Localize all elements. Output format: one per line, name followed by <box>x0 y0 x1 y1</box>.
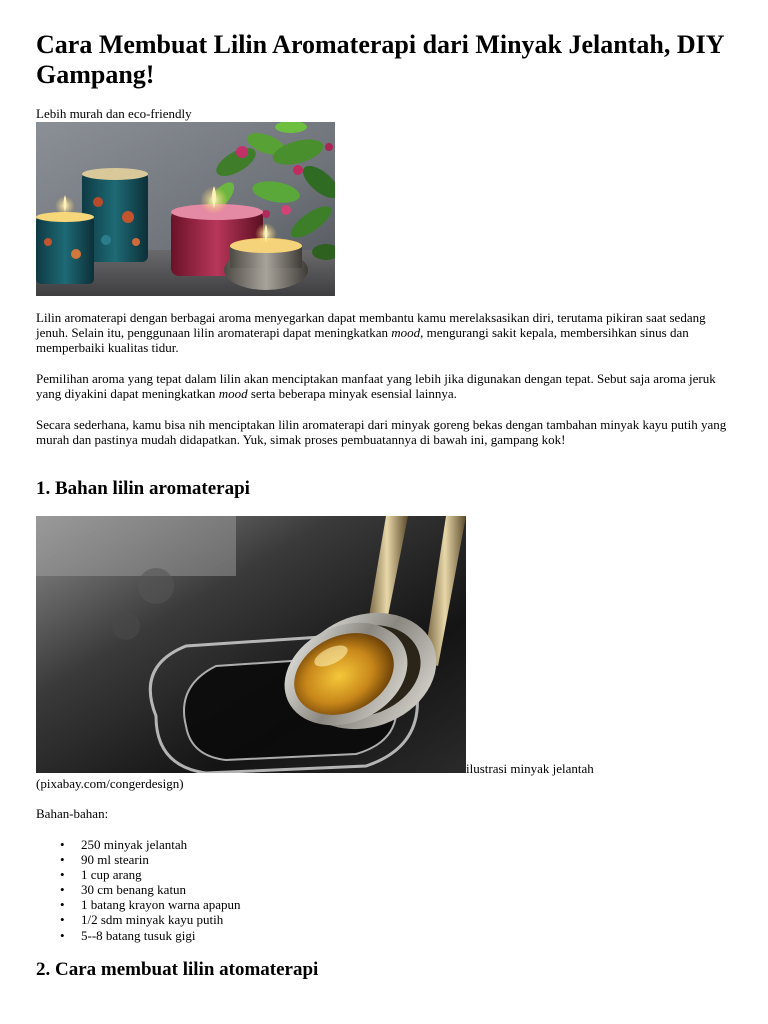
section-heading-bahan: 1. Bahan lilin aromaterapi <box>36 478 250 499</box>
ingredient-text: 5--8 batang tusuk gigi <box>81 927 196 943</box>
image-caption: ilustrasi minyak jelantah <box>466 761 594 776</box>
mood-emphasis: mood <box>391 325 421 341</box>
article-subtitle: Lebih murah dan eco-friendly <box>36 106 192 121</box>
bullet-icon: • <box>60 927 65 943</box>
mood-emphasis: mood <box>218 386 248 402</box>
summary-paragraph: Secara sederhana, kamu bisa nih menciptakan lilin aromaterapi dari minyak goreng bekas dengan tambahan minyak kayu putih yang murah dan pastinya mudah didapatkan. Yuk, simak proses pembuatannya di bawah ini, gampang kok! <box>36 417 727 448</box>
bullet-icon: • <box>60 882 65 898</box>
aroma-paragraph <box>36 371 736 401</box>
ingredient-text: 1 batang krayon warna apapun <box>81 897 241 913</box>
ingredient-text: 1 cup arang <box>81 867 142 883</box>
ingredient-text: 1/2 sdm minyak kayu putih <box>81 912 224 928</box>
list-item <box>60 837 241 852</box>
oil-ladle-image <box>36 516 466 773</box>
list-item <box>60 867 241 883</box>
aroma-text-end: serta beberapa minyak esensial lainnya. <box>247 386 457 402</box>
list-item <box>60 852 241 868</box>
ingredient-text: 250 minyak jelantah <box>81 837 188 852</box>
bullet-icon: • <box>60 912 65 928</box>
image-credit: (pixabay.com/congerdesign) <box>36 776 184 791</box>
ingredients-list <box>36 837 241 943</box>
intro-paragraph <box>36 310 736 356</box>
article-title: Cara Membuat Lilin Aromaterapi dari Minyak Jelantah, DIY Gampang! <box>36 30 724 89</box>
candles-hero-image <box>36 122 335 296</box>
aroma-text-start: Pemilihan aroma yang tepat dalam lilin akan menciptakan manfaat yang lebih jika digunakan dengan tepat. Sebut saja aroma jeruk yang diyakini dapat meningkatkan <box>36 371 716 402</box>
section-heading-cara: 2. Cara membuat lilin atomaterapi <box>36 959 319 980</box>
bullet-icon: • <box>60 867 65 883</box>
ingredient-text: 90 ml stearin <box>81 852 149 868</box>
bullet-icon: • <box>60 852 65 868</box>
ingredients-label: Bahan-bahan: <box>36 806 109 821</box>
bullet-icon: • <box>60 837 65 852</box>
list-item <box>60 897 241 913</box>
ingredient-text: 30 cm benang katun <box>81 882 187 898</box>
list-item <box>60 882 241 898</box>
intro-text-start: Lilin aromaterapi dengan berbagai aroma menyegarkan dapat membantu kamu merelaksasikan diri, terutama pikiran saat sedang jenuh. Selain itu, penggunaan lilin aromaterapi dapat meningkatkan <box>36 310 706 341</box>
list-item <box>60 927 241 943</box>
list-item <box>60 912 241 928</box>
intro-text-end: , mengurangi sakit kepala, membersihkan sinus dan memperbaiki kualitas tidur. <box>36 325 689 356</box>
bullet-icon: • <box>60 897 65 913</box>
